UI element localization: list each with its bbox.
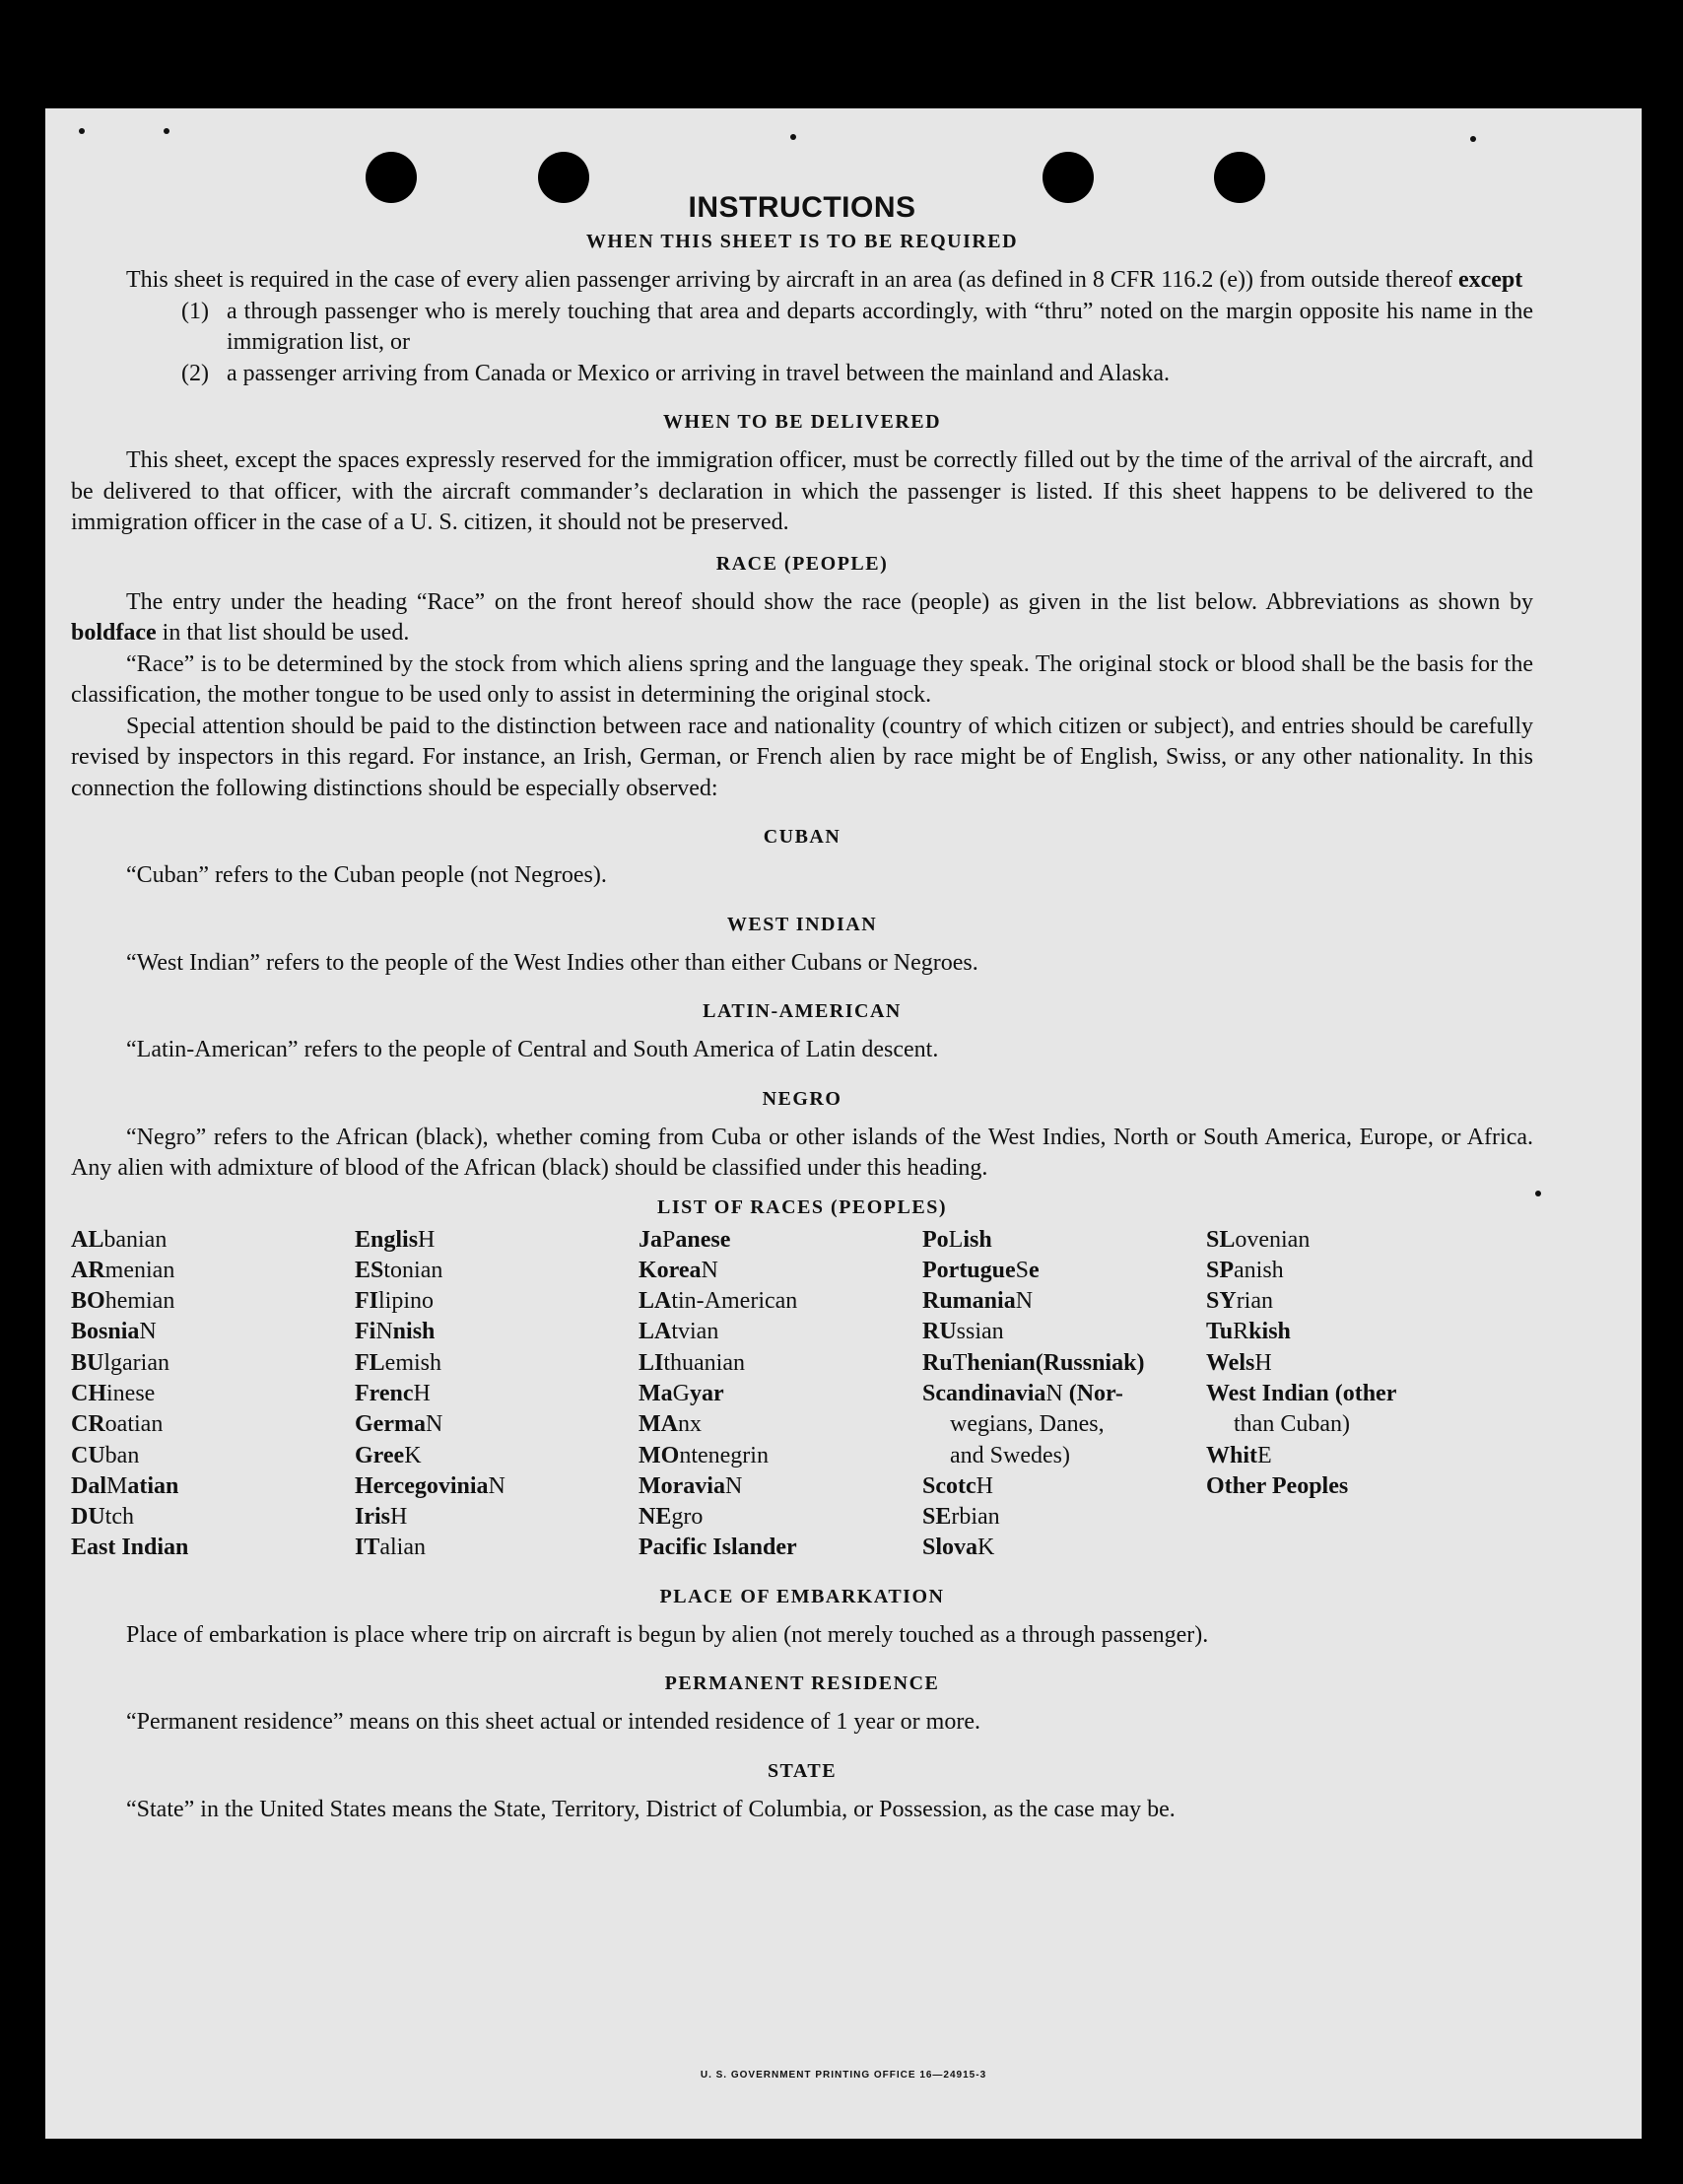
- race-entry: SErbian: [922, 1504, 1000, 1531]
- race-entry: West Indian (other: [1206, 1380, 1397, 1406]
- cuban-text: “Cuban” refers to the Cuban people (not Negroes).: [126, 862, 607, 888]
- race-entry: SlovaK: [922, 1535, 995, 1561]
- state-text: “State” in the United States means the State, Territory, District of Columbia, or Possession, as the case may be.: [126, 1796, 1176, 1822]
- race-entry: DUtch: [71, 1504, 134, 1531]
- race-list: [71, 1225, 1533, 1564]
- section-heading-state: STATE: [767, 1759, 838, 1782]
- race-entry: than Cuban): [1234, 1411, 1350, 1438]
- section-heading-race: RACE (PEOPLE): [715, 552, 889, 575]
- race-entry: CUban: [71, 1442, 140, 1468]
- race-entry: SLovenian: [1206, 1226, 1311, 1253]
- race-entry: wegians, Danes,: [950, 1411, 1105, 1438]
- race-entry: IrisH: [355, 1504, 408, 1531]
- race-paragraph-1: The entry under the heading “Race” on the front hereof should show the race (people) as given in the list below. Abbreviations as shown by boldface in that list should be used.: [71, 588, 1533, 646]
- race-entry: ScandinaviaN (Nor-: [922, 1380, 1123, 1406]
- race-entry: LAtin-American: [639, 1288, 798, 1315]
- race-entry: LIthuanian: [639, 1349, 745, 1376]
- race-entry: CHinese: [71, 1380, 156, 1406]
- negro-text: “Negro” refers to the African (black), whether coming from Cuba or other islands of the West Indies, North or South America, Europe, or Africa. Any alien with admixture of blood of the African (black) should be classified under this heading.: [71, 1124, 1533, 1181]
- document-page: [45, 108, 1642, 2139]
- race-entry: BUlgarian: [71, 1349, 169, 1376]
- ink-speck: [1470, 136, 1476, 142]
- latin-american-text: “Latin-American” refers to the people of Central and South America of Latin descent.: [126, 1037, 939, 1062]
- race-entry: BosniaN: [71, 1319, 157, 1345]
- race-entry: FrencH: [355, 1380, 431, 1406]
- race-entry: RumaniaN: [922, 1288, 1034, 1315]
- race-entry: and Swedes): [950, 1442, 1070, 1468]
- race-entry: KoreaN: [639, 1257, 718, 1283]
- ink-speck: [1535, 1191, 1541, 1196]
- race-entry: Pacific Islander: [639, 1535, 797, 1561]
- race-entry: ScotcH: [922, 1472, 993, 1499]
- race-column: [639, 1225, 922, 1564]
- section-heading-residence: PERMANENT RESIDENCE: [664, 1672, 940, 1695]
- section-heading-race-list: LIST OF RACES (PEOPLES): [656, 1195, 947, 1218]
- page-title: INSTRUCTIONS: [688, 191, 916, 224]
- section-heading-negro: NEGRO: [762, 1087, 842, 1110]
- race-entry: JaPanese: [639, 1226, 731, 1253]
- race-entry: WhitE: [1206, 1442, 1272, 1468]
- embarkation-text: Place of embarkation is place where trip on aircraft is begun by alien (not merely touched as a through passenger).: [126, 1621, 1209, 1648]
- ink-speck: [164, 128, 169, 134]
- section-heading-embarkation: PLACE OF EMBARKATION: [659, 1585, 945, 1607]
- race-entry: LAtvian: [639, 1319, 719, 1345]
- delivered-text: This sheet, except the spaces expressly reserved for the immigration officer, must be correctly filled out by the time of the arrival of the aircraft, and be delivered to that officer, with the aircraft commander’s declaration in which the passenger is listed. If this sheet happens to be delivered to the immigration officer in the case of a U. S. citizen, it should not be preserved.: [71, 447, 1533, 535]
- race-paragraph-2: “Race” is to be determined by the stock from which aliens spring and the language they speak. The original stock or blood shall be the basis for the classification, the mother tongue to be used only to assist in determining the original stock.: [71, 650, 1533, 708]
- race-entry: Other Peoples: [1206, 1472, 1349, 1499]
- race-column: [922, 1225, 1206, 1564]
- section-heading-cuban: CUBAN: [763, 826, 842, 848]
- race-entry: FLemish: [355, 1349, 441, 1376]
- race-entry: PoLish: [922, 1226, 992, 1253]
- residence-text: “Permanent residence” means on this sheet actual or intended residence of 1 year or more.: [126, 1709, 980, 1736]
- race-entry: ARmenian: [71, 1257, 175, 1283]
- race-entry: CRoatian: [71, 1411, 164, 1438]
- race-entry: MoraviaN: [639, 1472, 743, 1499]
- race-entry: SYrian: [1206, 1288, 1273, 1315]
- section-heading-delivered: WHEN TO BE DELIVERED: [662, 411, 942, 433]
- instructions-body: [71, 191, 1533, 1825]
- section-heading-west-indian: WEST INDIAN: [726, 913, 878, 935]
- ink-speck: [790, 134, 796, 140]
- race-entry: EnglisH: [355, 1226, 436, 1253]
- race-entry: WelsH: [1206, 1349, 1272, 1376]
- race-entry: FIlipino: [355, 1288, 435, 1315]
- race-entry: HercegoviniaN: [355, 1472, 505, 1499]
- race-entry: SPanish: [1206, 1257, 1284, 1283]
- west-indian-text: “West Indian” refers to the people of the West Indies other than either Cubans or Negroes.: [126, 949, 978, 976]
- race-entry: MAnx: [639, 1411, 702, 1438]
- race-entry: EStonian: [355, 1257, 443, 1283]
- race-entry: RuThenian(Russniak): [922, 1349, 1145, 1376]
- exception-item: (1) a through passenger who is merely touching that area and departs accordingly, with “thru” noted on the margin opposite his name in the immigration list, or: [181, 298, 1533, 355]
- race-entry: GermaN: [355, 1411, 443, 1438]
- race-entry: GreeK: [355, 1442, 422, 1468]
- race-entry: East Indian: [71, 1535, 189, 1561]
- race-entry: DalMatian: [71, 1472, 179, 1499]
- race-entry: RUssian: [922, 1319, 1004, 1345]
- race-entry: FiNnish: [355, 1319, 436, 1345]
- race-entry: BOhemian: [71, 1288, 175, 1315]
- race-entry: TuRkish: [1206, 1319, 1291, 1345]
- race-column: [1206, 1225, 1490, 1564]
- section-heading-latin-american: LATIN-AMERICAN: [703, 1000, 902, 1022]
- race-column: [71, 1225, 355, 1564]
- race-entry: PortugueSe: [922, 1257, 1040, 1283]
- race-entry: NEgro: [639, 1504, 704, 1531]
- race-entry: ALbanian: [71, 1226, 168, 1253]
- race-entry: MaGyar: [639, 1380, 724, 1406]
- race-paragraph-3: Special attention should be paid to the distinction between race and nationality (country of which citizen or subject), and entries should be carefully revised by inspectors in this regard. For instance, an Irish, German, or French alien by race might be of English, Swiss, or any other nationality. In this connection the following distinctions should be especially observed:: [71, 713, 1533, 801]
- exception-item: (2) a passenger arriving from Canada or Mexico or arriving in travel between the mainland and Alaska.: [181, 360, 1170, 386]
- ink-speck: [79, 128, 85, 134]
- required-intro: This sheet is required in the case of every alien passenger arriving by aircraft in an area (as defined in 8 CFR 116.2 (e)) from outside thereof except: [126, 267, 1523, 293]
- section-heading-required: WHEN THIS SHEET IS TO BE REQUIRED: [585, 231, 1019, 252]
- race-entry: MOntenegrin: [639, 1442, 769, 1468]
- race-entry: ITalian: [355, 1535, 426, 1561]
- race-column: [355, 1225, 639, 1564]
- printer-imprint: U. S. GOVERNMENT PRINTING OFFICE 16—24915-3: [700, 2070, 987, 2081]
